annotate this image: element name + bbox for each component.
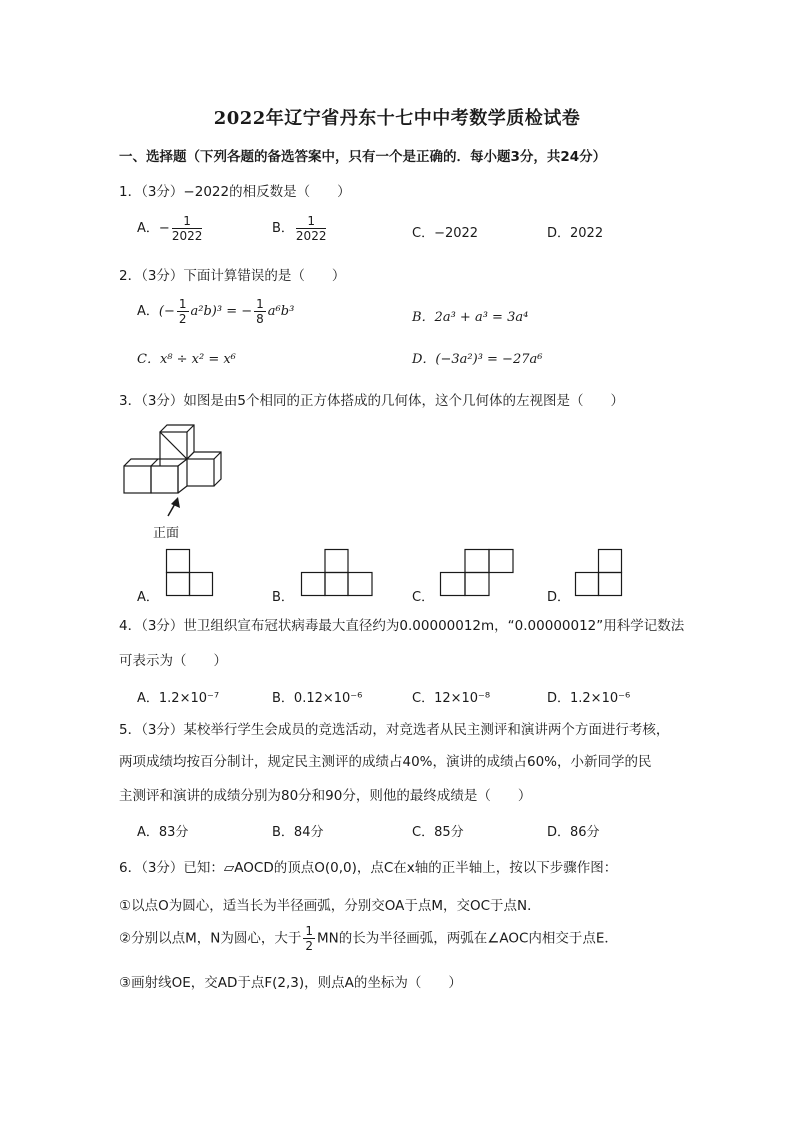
q2-a-frac2 xyxy=(254,297,266,326)
q3-option-d-figure[interactable] xyxy=(575,549,623,597)
q1-b-num: 1 xyxy=(296,214,327,229)
q5-option-d[interactable]: D．86分 xyxy=(547,825,600,840)
q2-option-d[interactable]: D．(−3a²)³ = −27a⁶ xyxy=(412,352,543,367)
q3-option-d-label[interactable]: D． xyxy=(547,590,571,605)
q6-step2-fraction xyxy=(303,924,315,953)
question-6-step3: ③画射线OE，交AD于点F(2,3)，则点A的坐标为（ ） xyxy=(119,975,462,991)
question-6-step1: ①以点O为圆心，适当长为半径画弧，分别交OA于点M，交OC于点N． xyxy=(119,898,541,914)
q6-step2-den: 2 xyxy=(305,939,313,953)
q3-option-c-label[interactable]: C． xyxy=(412,590,435,605)
q3-option-b-figure[interactable] xyxy=(301,549,373,597)
question-1-stem: 1．（3分）−2022的相反数是（ ） xyxy=(119,184,351,200)
q2-a-label: A． xyxy=(137,304,159,319)
q1-a-sign: − xyxy=(158,221,170,236)
q3-option-c-figure[interactable] xyxy=(440,549,514,597)
q1-a-num: 1 xyxy=(172,214,203,229)
q5-option-b[interactable]: B．84分 xyxy=(272,825,324,840)
q1-b-den: 2022 xyxy=(295,229,327,243)
front-label: 正面 xyxy=(153,526,180,541)
q1-a-fraction xyxy=(172,214,203,243)
q1-a-den: 2022 xyxy=(171,229,203,243)
q2-option-a[interactable] xyxy=(137,297,294,326)
q2-a-den: 2 xyxy=(178,312,187,326)
q2-a-mid: a²b)³ = − xyxy=(190,304,253,319)
q3-option-a-figure[interactable] xyxy=(166,549,214,597)
q1-b-label: B． xyxy=(272,221,294,236)
cube-figure xyxy=(118,420,228,520)
page-title: 2022年辽宁省丹东十七中中考数学质检试卷 xyxy=(213,108,581,129)
q6-step2-num: 1 xyxy=(305,924,313,938)
q2-option-b[interactable]: B．2a³ + a³ = 3a⁴ xyxy=(412,310,529,325)
q4-option-b[interactable]: B．0.12×10⁻⁶ xyxy=(272,691,363,706)
q6-step2-post: MN的长为半径画弧，两弧在∠AOC内相交于点E． xyxy=(317,930,618,947)
q4-option-a[interactable]: A．1.2×10⁻⁷ xyxy=(137,691,220,706)
question-6-line1: 6．（3分）已知：▱AOCD的顶点O(0,0)，点C在x轴的正半轴上，按以下步骤作图： xyxy=(119,860,618,876)
q6-step2-pre: ②分别以点M，N为圆心，大于 xyxy=(119,930,302,947)
q2-a-pre: (− xyxy=(158,304,175,319)
q1-b-fraction xyxy=(296,214,327,243)
q4-option-c[interactable]: C．12×10⁻⁸ xyxy=(412,691,491,706)
q4-option-d[interactable]: D．1.2×10⁻⁶ xyxy=(547,691,631,706)
q5-option-c[interactable]: C．85分 xyxy=(412,825,464,840)
question-4-stem-line1: 4．（3分）世卫组织宣布冠状病毒最大直径约为0.00000012m，“0.00000012”用科学记数法 xyxy=(119,618,685,634)
q3-option-b-label[interactable]: B． xyxy=(272,590,294,605)
q5-option-a[interactable]: A．83分 xyxy=(137,825,189,840)
question-5-line3: 主测评和演讲的成绩分别为80分和90分，则他的最终成绩是（ ） xyxy=(119,788,532,804)
q3-option-a-label[interactable]: A． xyxy=(137,590,159,605)
question-4-stem-line2: 可表示为（ ） xyxy=(119,653,227,669)
q2-a-num: 1 xyxy=(178,297,187,311)
q2-a-num2: 1 xyxy=(256,297,264,311)
q1-option-a[interactable] xyxy=(137,214,204,243)
q2-a-frac1 xyxy=(177,297,189,326)
q1-a-label: A． xyxy=(137,221,159,236)
q1-option-b[interactable] xyxy=(272,214,328,243)
question-2-stem: 2．（3分）下面计算错误的是（ ） xyxy=(119,268,346,284)
question-6-step2 xyxy=(119,924,618,953)
q2-a-den2: 8 xyxy=(256,312,264,326)
q2-option-c[interactable]: C．x⁸ ÷ x² = x⁶ xyxy=(137,352,236,367)
q1-option-d[interactable]: D．2022 xyxy=(547,226,604,241)
q1-option-c[interactable]: C．−2022 xyxy=(412,226,479,241)
q2-a-post: a⁶b³ xyxy=(267,304,295,319)
question-5-line2: 两项成绩均按百分制计，规定民主测评的成绩占40%，演讲的成绩占60%，小新同学的民 xyxy=(119,754,652,770)
section-heading: 一、选择题（下列各题的备选答案中，只有一个是正确的．每小题3分，共24分） xyxy=(119,149,607,165)
question-5-line1: 5．（3分）某校举行学生会成员的竞选活动，对竞选者从民主测评和演讲两个方面进行考核， xyxy=(119,722,670,738)
question-3-stem: 3．（3分）如图是由5个相同的正方体搭成的几何体，这个几何体的左视图是（ ） xyxy=(119,393,625,409)
